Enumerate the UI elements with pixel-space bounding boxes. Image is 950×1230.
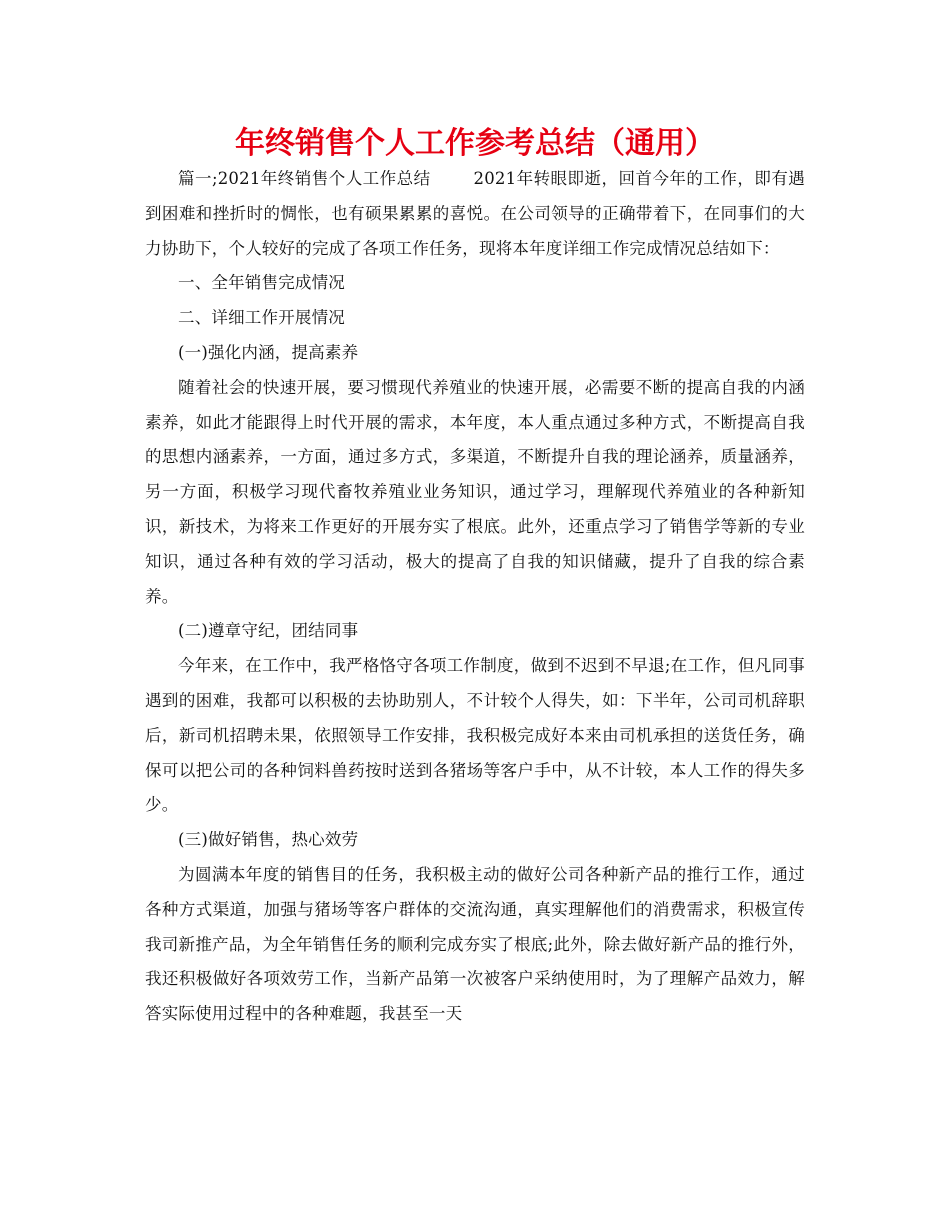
- intro-label: 篇一;2021年终销售个人工作总结: [178, 169, 431, 188]
- intro-text: 2021年转眼即逝，回首今年的工作，即有遇到困难和挫折时的惆怅，也有硕果累累的喜悦。在公司领导的正确带着下，在同事们的大力协助下，个人较好的完成了各项工作任务，现将本年度详细工作完成情况总结如下：: [145, 169, 805, 258]
- section-heading-2: 二、详细工作开展情况: [178, 308, 345, 328]
- subsection-heading-2: (二)遵章守纪，团结同事: [178, 621, 359, 641]
- document-body: [145, 162, 805, 1032]
- subsection-heading-1: (一)强化内涵，提高素养: [178, 342, 359, 362]
- section-heading-1: 一、全年销售完成情况: [178, 273, 345, 293]
- body-paragraph-2: 今年来，在工作中，我严格恪守各项工作制度，做到不迟到不早退;在工作，但凡同事遇到的困难，我都可以积极的去协助别人，不计较个人得失，如：下半年，公司司机辞职后，新司机招聘未果，依照领导工作安排，我积极完成好本来由司机承担的送货任务，确保可以把公司的各种饲料兽药按时送到各猪场等客户手中，从不计较，本人工作的得失多少。: [145, 656, 805, 815]
- subsection-heading-3: (三)做好销售，热心效劳: [178, 830, 359, 850]
- document-title: 年终销售个人工作参考总结（通用）: [235, 126, 715, 161]
- intro-paragraph: [145, 162, 805, 266]
- body-paragraph-3: 为圆满本年度的销售目的任务，我积极主动的做好公司各种新产品的推行工作，通过各种方式渠道，加强与猪场等客户群体的交流沟通，真实理解他们的消费需求，积极宣传我司新推产品，为全年销售任务的顺利完成夯实了根底;此外，除去做好新产品的推行外，我还积极做好各项效劳工作，当新产品第一次被客户采纳使用时，为了理解产品效力，解答实际使用过程中的各种难题，我甚至一天: [145, 864, 805, 1024]
- body-paragraph-1: 随着社会的快速开展，要习惯现代养殖业的快速开展，必需要不断的提高自我的内涵素养，如此才能跟得上时代开展的需求，本年度，本人重点通过多种方式，不断提高自我的思想内涵素养，一方面，通过多方式，多渠道，不断提升自我的理论涵养，质量涵养，另一方面，积极学习现代畜牧养殖业业务知识，通过学习，理解现代养殖业的各种新知识，新技术，为将来工作更好的开展夯实了根底。此外，还重点学习了销售学等新的专业知识，通过各种有效的学习活动，极大的提高了自我的知识储藏，提升了自我的综合素养。: [145, 377, 805, 606]
